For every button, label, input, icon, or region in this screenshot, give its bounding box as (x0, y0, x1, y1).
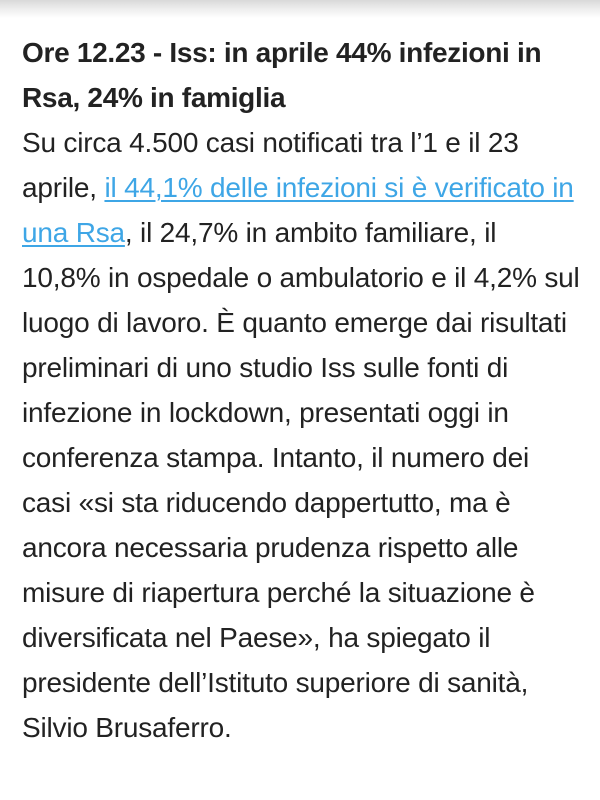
top-bar-shadow (0, 0, 600, 18)
paragraph-text-after-link: , il 24,7% in ambito familiare, il 10,8% in ospedale o ambulatorio e il 4,2% sul luogo di lavoro. È quanto emerge dai risultati preliminari di uno studio Iss sulle fonti di infezione in lockdown, presentati oggi in conferenza stampa. Intanto, il numero dei casi «si sta riducendo dappertutto, ma è ancora necessaria prudenza rispetto alle misure di riapertura perché la situazione è diversificata nel Paese», ha spiegato il presidente dell’Istituto superiore di sanità, Silvio Brusaferro. (22, 217, 580, 743)
article-headline: Ore 12.23 - Iss: in aprile 44% infezioni in Rsa, 24% in famiglia (22, 37, 542, 113)
news-article (22, 30, 582, 750)
paragraph-text-before-link: Su circa 4.500 casi notificati tra l’1 e il 23 aprile, (22, 127, 519, 203)
article-inline-link[interactable]: il 44,1% delle infezioni si è verificato in una Rsa (22, 172, 574, 248)
article-paragraph (22, 120, 582, 750)
